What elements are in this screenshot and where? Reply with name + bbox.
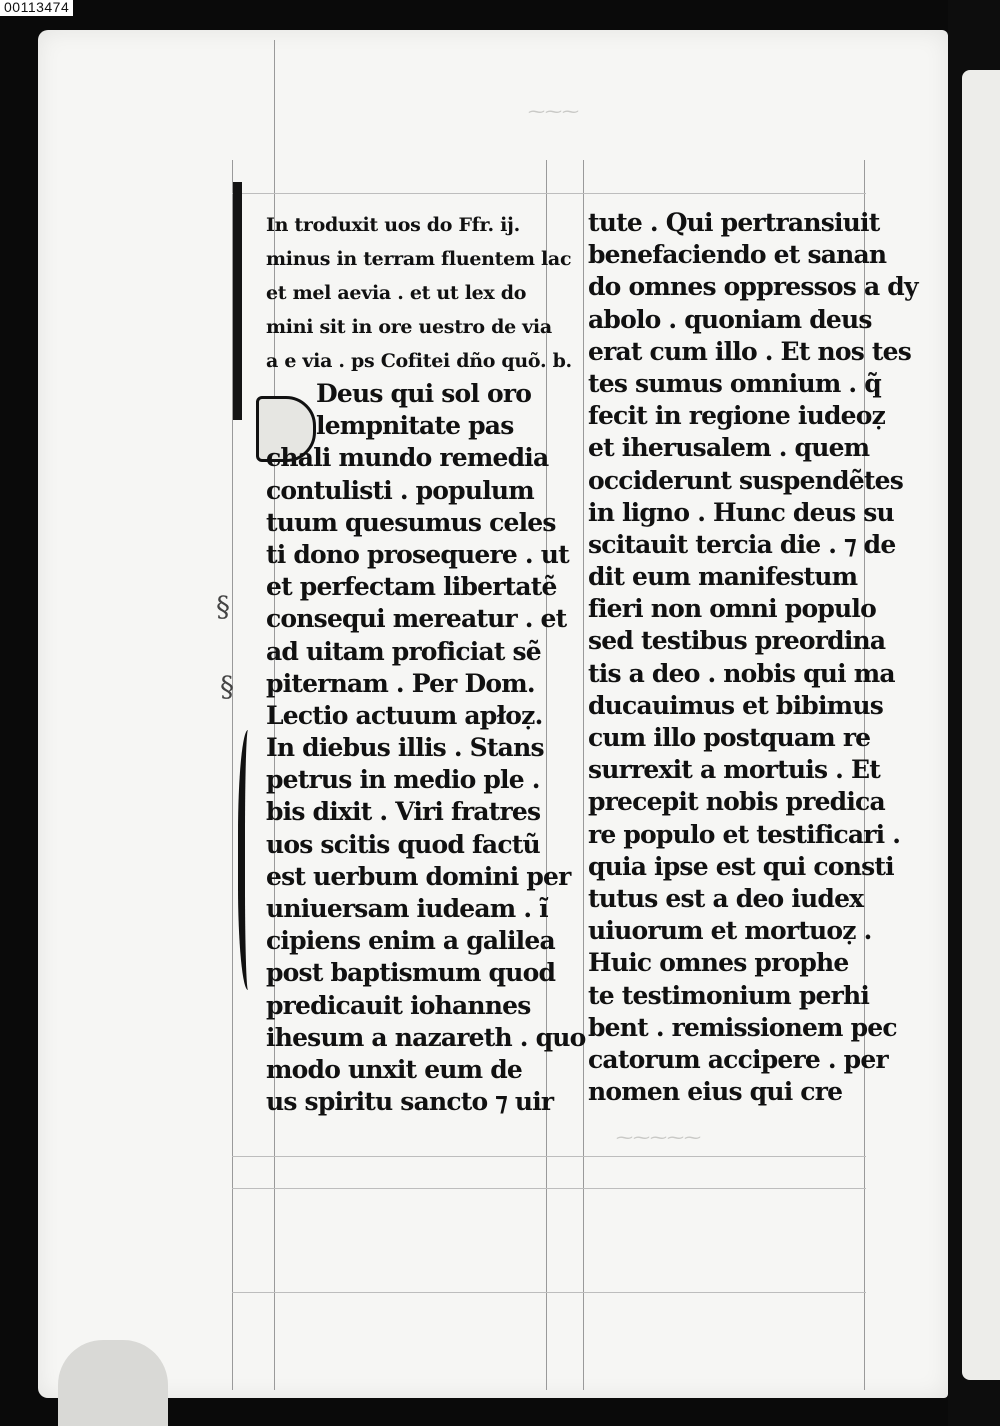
text-line: erat cum illo . Et nos tes bbox=[588, 336, 912, 366]
text-line: predicauit iohannes bbox=[266, 990, 531, 1020]
text-line: catorum accipere . per bbox=[588, 1044, 888, 1074]
text-line: fecit in regione iudeoẓ bbox=[588, 401, 886, 431]
text-line: Lectio actuum apłoẓ. bbox=[266, 700, 543, 730]
text-line: cum illo postquam re bbox=[588, 723, 871, 752]
text-line: quia ipse est qui consti bbox=[588, 851, 894, 881]
text-line: abolo . quoniam deus bbox=[588, 304, 872, 334]
text-column-left bbox=[266, 208, 586, 1118]
ruling-line-foot bbox=[232, 1292, 866, 1293]
text-line: cipiens enim a galilea bbox=[266, 926, 555, 956]
text-line: precepit nobis predica bbox=[588, 787, 885, 817]
text-line: contulisti . populum bbox=[266, 475, 534, 505]
text-line: et iherusalem . quem bbox=[588, 433, 870, 463]
text-line: ti dono prosequere . ut bbox=[266, 539, 569, 569]
text-line: In diebus illis . Stans bbox=[266, 733, 544, 763]
text-line: ducauimus et bibimus bbox=[588, 690, 883, 720]
text-line: bis dixit . Viri fratres bbox=[266, 797, 541, 827]
adjacent-leaf-edge bbox=[962, 70, 1000, 1380]
text-line: surrexit a mortuis . Et bbox=[588, 755, 880, 785]
text-line: ad uitam proficiat sẽ bbox=[266, 636, 541, 666]
text-line: fieri non omni populo bbox=[588, 594, 876, 624]
text-line: mini sit in ore uestro de via bbox=[266, 316, 552, 338]
text-line: in ligno . Hunc deus su bbox=[588, 497, 894, 527]
text-line: tutus est a deo iudex bbox=[588, 883, 864, 913]
text-line: post baptismum quod bbox=[266, 958, 556, 988]
text-line: sed testibus preordina bbox=[588, 626, 886, 656]
text-column-right bbox=[588, 207, 918, 1108]
text-line: uos scitis quod factũ bbox=[266, 829, 540, 859]
text-line: consequi mereatur . et bbox=[266, 604, 567, 634]
text-line: tuum quesumus celes bbox=[266, 507, 556, 537]
ruling-line-bottom bbox=[232, 1156, 866, 1157]
text-line: et mel aevia . et ut lex do bbox=[266, 282, 527, 304]
text-line: piternam . Per Dom. bbox=[266, 668, 535, 698]
adjacent-leaf bbox=[948, 0, 1000, 1426]
ruling-line-top bbox=[232, 193, 866, 194]
text-line: modo unxit eum de bbox=[266, 1054, 523, 1084]
text-line: te testimonium perhi bbox=[588, 980, 870, 1010]
text-line: us spiritu sancto ⁊ uir bbox=[266, 1087, 554, 1117]
text-line: est uerbum domini per bbox=[266, 861, 571, 891]
text-line: In troduxit uos do Ffr. ij. bbox=[266, 214, 520, 236]
text-line: bent . remissionem pec bbox=[588, 1012, 897, 1042]
initial-i-introit bbox=[233, 182, 268, 420]
text-line: minus in terram fluentem lac bbox=[266, 248, 572, 270]
text-line: dit eum manifestum bbox=[588, 562, 858, 592]
text-line: Huic omnes prophe bbox=[588, 948, 849, 978]
text-line: nomen eius qui cre bbox=[588, 1077, 843, 1107]
text-line: Deus qui sol oro bbox=[316, 379, 532, 408]
text-line: tes sumus omnium . q̃ bbox=[588, 368, 881, 398]
show-through-top: ⁓⁓⁓ bbox=[528, 102, 579, 122]
text-line: petrus in medio ple . bbox=[266, 765, 540, 795]
text-line: scitauit tercia die . ⁊ de bbox=[588, 529, 896, 559]
archive-id-label: 00113474 bbox=[0, 0, 73, 16]
pen-flourish-mid: § bbox=[220, 670, 234, 703]
text-line: do omnes oppressos a dy bbox=[588, 272, 918, 302]
text-line: occiderunt suspendẽtes bbox=[588, 465, 903, 495]
text-line: tute . Qui pertransiuit bbox=[588, 208, 880, 237]
text-line: benefaciendo et sanan bbox=[588, 240, 887, 270]
pen-flourish-left: § bbox=[216, 590, 230, 623]
text-line: lempnitate pas bbox=[316, 411, 514, 441]
initial-i-lectio bbox=[238, 730, 263, 990]
text-line: re populo et testificari . bbox=[588, 819, 901, 849]
text-line: tis a deo . nobis qui ma bbox=[588, 658, 895, 688]
holding-thumb bbox=[58, 1340, 168, 1426]
text-line: et perfectam libertatẽ bbox=[266, 572, 557, 602]
show-through-bottom: ⁓⁓⁓⁓⁓ bbox=[616, 1128, 701, 1148]
text-line: ihesum a nazareth . quo bbox=[266, 1022, 586, 1052]
text-line: uiuorum et mortuoẓ . bbox=[588, 916, 872, 946]
text-line: uniuersam iudeam . ĩ bbox=[266, 894, 548, 923]
text-line: a e via . ps Cofitei dño quõ. b. bbox=[266, 350, 572, 372]
ruling-line-lower bbox=[232, 1188, 866, 1189]
text-line: chali mundo remedia bbox=[266, 443, 549, 473]
manuscript-folio bbox=[38, 30, 948, 1398]
